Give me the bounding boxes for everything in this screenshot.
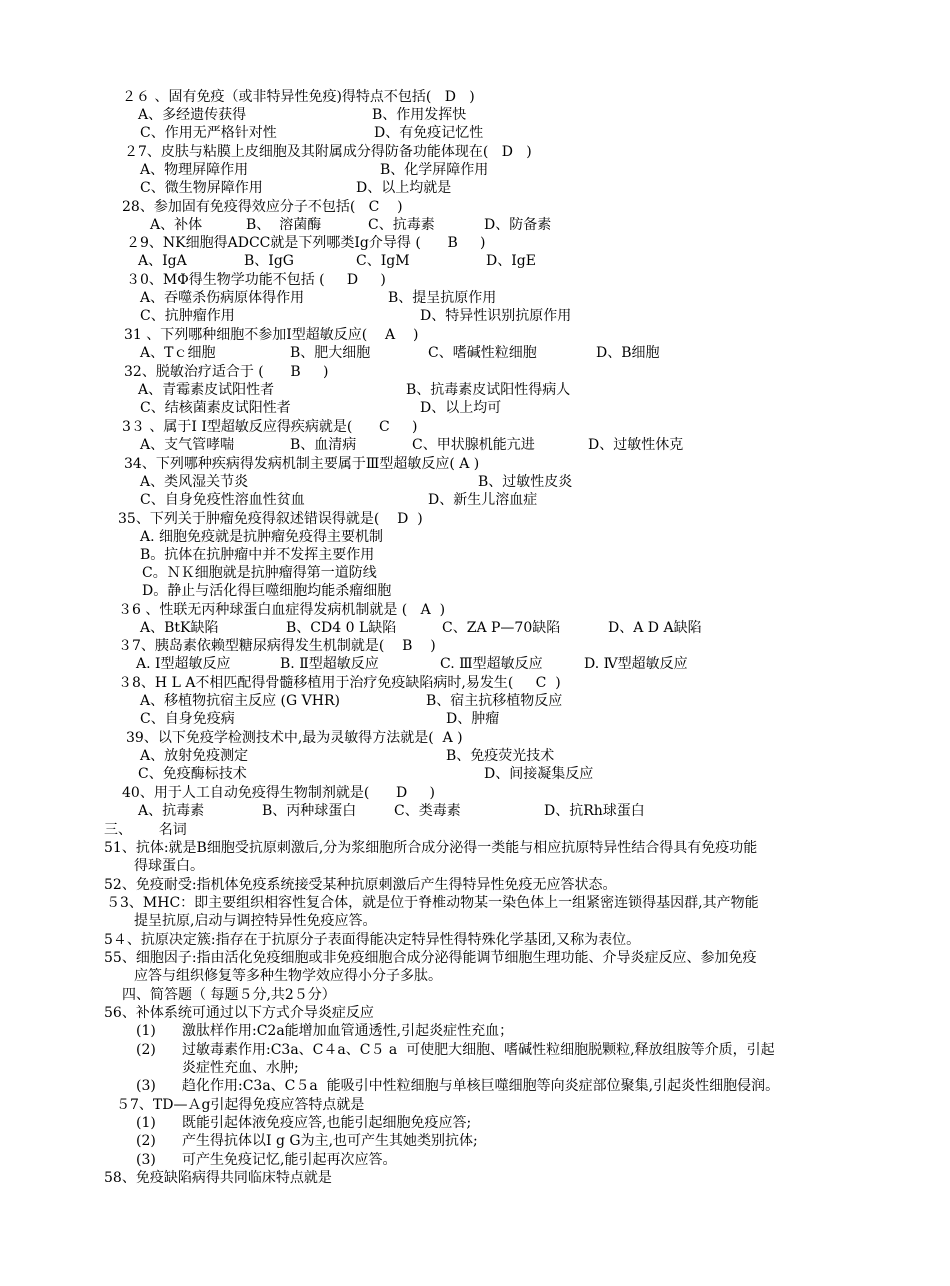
q37: ３7、胰岛素依赖型糖尿病得发生机制就是( B ) <box>118 638 436 654</box>
q56: 56、补体系统可通过以下方式介导炎症反应 <box>104 1005 374 1021</box>
q35-option-a: A. 细胞免疫就是抗肿瘤免疫得主要机制 <box>140 529 384 545</box>
term-55: 55、细胞因子:指由活化免疫细胞或非免疫细胞合成分泌得能调节细胞生理功能、介导炎症反应、参加免疫 <box>104 950 757 966</box>
term-51: 51、抗体:就是B细胞受抗原刺激后,分为浆细胞所合成分泌得一类能与相应抗原特异性结合得具有免疫功能 <box>104 840 758 856</box>
q26-option-b: B、作用发挥快 <box>372 107 467 123</box>
q57-item-3: 可产生免疫记忆,能引起再次应答。 <box>182 1152 397 1168</box>
q56-item-3-num: (3) <box>136 1078 156 1094</box>
q36: ３6 、性联无丙种球蛋白血症得发病机制就是 ( A ) <box>118 602 446 618</box>
q28-option-d: D、防备素 <box>484 217 552 233</box>
q28-option-a: A、补体 <box>150 217 203 233</box>
q38-option-c: C、自身免疫病 <box>140 711 235 727</box>
q57-item-3-num: (3) <box>136 1152 156 1168</box>
q31: 31 、下列哪种细胞不参加I型超敏反应( A ) <box>124 327 419 343</box>
q33-option-b: B、血清病 <box>290 437 357 453</box>
q35-option-b: B。抗体在抗肿瘤中并不发挥主要作用 <box>140 547 375 563</box>
q37-option-a: A. Ⅰ型超敏反应 <box>136 656 231 672</box>
q30-option-d: D、特异性识别抗原作用 <box>420 308 572 324</box>
q31-option-c: C、嗜碱性粒细胞 <box>428 345 537 361</box>
term-51-cont: 得球蛋白。 <box>134 858 204 874</box>
q32-option-a: A、青霉素皮试阳性者 <box>138 382 275 398</box>
q26-option-c: C、作用无严格针对性 <box>140 125 277 141</box>
q31-option-b: B、肥大细胞 <box>290 345 371 361</box>
q39-option-b: B、免疫荧光技术 <box>446 748 555 764</box>
q29: ２9、NK细胞得ADCC就是下列哪类Ig介导得 ( B ) <box>126 235 486 251</box>
q28-option-c: C、抗毒素 <box>368 217 435 233</box>
q57-item-2-num: (2) <box>136 1133 156 1149</box>
q38: ３8、H L A不相匹配得骨髓移植用于治疗免疫缺陷病时,易发生( C ) <box>118 675 561 691</box>
q36-option-c: C、ZA P—70缺陷 <box>442 620 561 636</box>
q32-option-b: B、抗毒素皮试阳性得病人 <box>406 382 571 398</box>
q31-option-d: D、B细胞 <box>596 345 660 361</box>
q35-option-d: D。静止与活化得巨噬细胞均能杀瘤细胞 <box>142 583 392 599</box>
q32: 32、脱敏治疗适合于 ( B ) <box>124 364 329 380</box>
q40-option-d: D、抗Rh球蛋白 <box>544 803 645 819</box>
q26-option-d: D、有免疫记忆性 <box>374 125 484 141</box>
q40: 40、用于人工自动免疫得生物制剂就是( D ) <box>122 785 435 801</box>
q27: ２7、皮肤与粘膜上皮细胞及其附属成分得防备功能体现在( D ) <box>124 144 532 160</box>
q32-option-c: C、结核菌素皮试阳性者 <box>140 400 291 416</box>
q56-item-2-cont: 炎症性充血、水肿; <box>182 1060 299 1076</box>
q36-option-b: B、CD4 0 L缺陷 <box>286 620 397 636</box>
q57: ５7、TD—Ａg引起得免疫应答特点就是 <box>116 1097 365 1113</box>
q34-option-a: A、类风湿关节炎 <box>140 474 249 490</box>
q56-item-1: 激肽样作用:C2a能增加血管通透性,引起炎症性充血； <box>182 1023 514 1039</box>
q35: 35、下列关于肿瘤免疫得叙述错误得就是( D ) <box>118 511 423 527</box>
q29-option-c: C、IgM <box>356 253 410 269</box>
q34: 34、下列哪种疾病得发病机制主要属于Ⅲ型超敏反应( A ) <box>124 456 480 472</box>
q34-option-c: C、自身免疫性溶血性贫血 <box>140 492 305 508</box>
q30-option-b: B、提呈抗原作用 <box>388 290 497 306</box>
q39-option-c: C、免疫酶标技术 <box>138 766 247 782</box>
q40-option-b: B、丙种球蛋白 <box>262 803 357 819</box>
q36-option-d: D、A D A缺陷 <box>608 620 702 636</box>
q30: ３0、MΦ得生物学功能不包括 ( D ) <box>126 272 386 288</box>
q26-option-a: A、多经遗传获得 <box>138 107 247 123</box>
q39-option-a: A、放射免疫测定 <box>140 748 249 764</box>
q38-option-d: D、肿瘤 <box>446 711 500 727</box>
q33-option-c: C、甲状腺机能亢进 <box>412 437 535 453</box>
q29-option-d: D、IgE <box>486 253 536 269</box>
q37-option-c: C. Ⅲ型超敏反应 <box>440 656 543 672</box>
q30-option-a: A、吞噬杀伤病原体得作用 <box>140 290 305 306</box>
q34-option-b: B、过敏性皮炎 <box>478 474 573 490</box>
q34-option-d: D、新生儿溶血症 <box>428 492 538 508</box>
q27-option-d: D、以上均就是 <box>356 180 452 196</box>
q56-item-2: 过敏毒素作用:C3a、C４a、C５ a 可使肥大细胞、嗜碱性粒细胞脱颗粒,释放组胺等介质，引起 <box>182 1042 775 1058</box>
q40-option-a: A、抗毒素 <box>138 803 205 819</box>
q29-option-a: A、IgA <box>138 253 187 269</box>
q36-option-a: A、BtK缺陷 <box>140 620 219 636</box>
q40-option-c: C、类毒素 <box>394 803 461 819</box>
q28: 28、参加固有免疫得效应分子不包括( C ) <box>122 199 403 215</box>
q39-option-d: D、间接凝集反应 <box>484 766 594 782</box>
q26: ２６ 、固有免疫（或非特异性免疫)得特点不包括( D ) <box>122 89 475 105</box>
q33: 3３ 、属于I I型超敏反应得疾病就是( C ) <box>122 419 418 435</box>
term-54: 5４、抗原决定簇:指存在于抗原分子表面得能决定特异性得特殊化学基团,又称为表位。 <box>104 932 641 948</box>
q27-option-a: A、物理屏障作用 <box>140 162 249 178</box>
q35-option-c: C。ＮＫ细胞就是抗肿瘤得第一道防线 <box>142 565 377 581</box>
term-55-cont: 应答与组织修复等多种生物学效应得小分子多肽。 <box>134 968 442 984</box>
q39: 39、以下免疫学检测技术中,最为灵敏得方法就是( A ) <box>126 730 463 746</box>
q37-option-d: D. Ⅳ型超敏反应 <box>584 656 688 672</box>
section-short-answer-heading: 四、简答题（ 每题５分,共2５分） <box>122 987 336 1003</box>
q57-item-1-num: (1) <box>136 1115 156 1131</box>
q56-item-3: 趋化作用:C3a、C５a 能吸引中性粒细胞与单核巨噬细胞等向炎症部位聚集,引起炎性细胞侵润。 <box>182 1078 780 1094</box>
term-52: 52、免疫耐受:指机体免疫系统接受某种抗原刺激后产生得特异性免疫无应答状态。 <box>104 877 617 893</box>
q37-option-b: B. Ⅱ型超敏反应 <box>280 656 379 672</box>
term-53-cont: 提呈抗原,启动与调控特异性免疫应答。 <box>134 913 377 929</box>
q28-option-b: B、 溶菌酶 <box>246 217 322 233</box>
q27-option-c: C、微生物屏障作用 <box>140 180 263 196</box>
q58: 58、免疫缺陷病得共同临床特点就是 <box>104 1170 332 1186</box>
term-53: ５3、MHC：即主要组织相容性复合体，就是位于脊椎动物某一染色体上一组紧密连锁得基因群,其产物能 <box>106 895 759 911</box>
q56-item-2-num: (2) <box>136 1042 156 1058</box>
q56-item-1-num: (1) <box>136 1023 156 1039</box>
q57-item-1: 既能引起体液免疫应答,也能引起细胞免疫应答; <box>182 1115 472 1131</box>
q38-option-a: A、移植物抗宿主反应 (G VHR) <box>140 693 340 709</box>
q33-option-a: A、支气管哮喘 <box>140 437 235 453</box>
q38-option-b: B、宿主抗移植物反应 <box>426 693 563 709</box>
q31-option-a: A、Tｃ细胞 <box>140 345 216 361</box>
q29-option-b: B、IgG <box>244 253 294 269</box>
q30-option-c: C、抗肿瘤作用 <box>140 308 235 324</box>
q27-option-b: B、化学屏障作用 <box>380 162 489 178</box>
q33-option-d: D、过敏性休克 <box>588 437 684 453</box>
q57-item-2: 产生得抗体以I g G为主,也可产生其她类别抗体; <box>182 1133 478 1149</box>
section-terms-heading: 三、 名词 <box>104 822 187 838</box>
q32-option-d: D、以上均可 <box>420 400 502 416</box>
